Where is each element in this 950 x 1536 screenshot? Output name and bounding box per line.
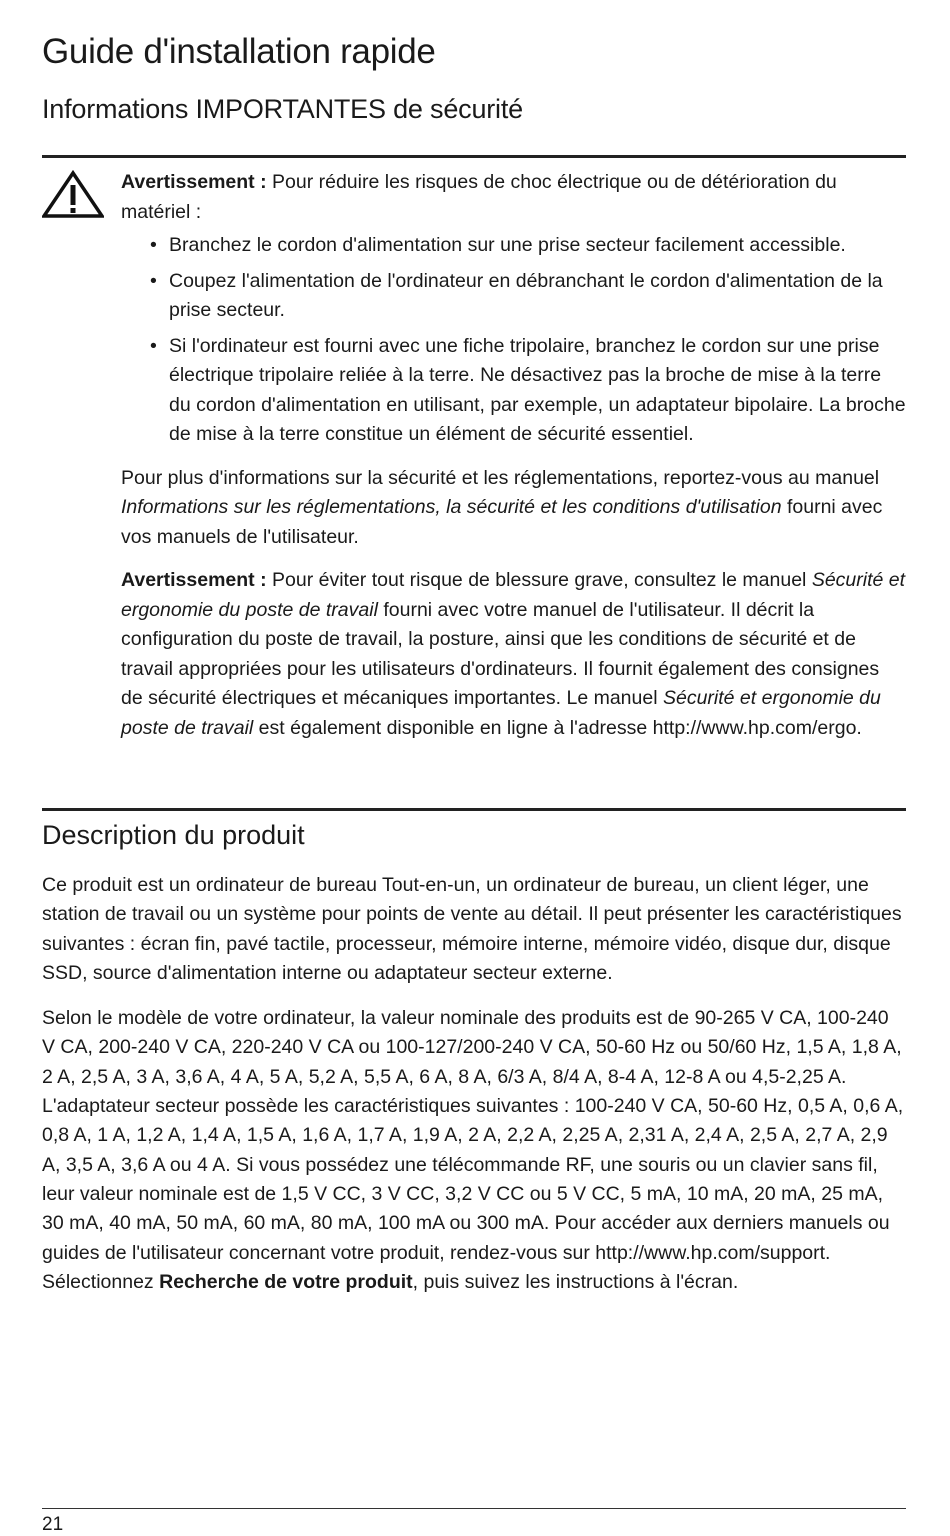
- info-text-end: fourni avec vos manuels de l'utilisateur.: [121, 496, 883, 548]
- list-item: • Branchez le cordon d'alimentation sur une prise secteur facilement accessible.: [169, 231, 906, 261]
- warning-bullet-list: [121, 231, 906, 450]
- page-number: 21: [42, 1514, 64, 1535]
- ergonomics-warning-paragraph: [121, 566, 906, 743]
- ergonomics-manual-title: Sécurité et ergonomie du poste de travail: [121, 569, 906, 621]
- ratings-text: Selon le modèle de votre ordinateur, la valeur nominale des produits est de 90-265 V CA, 100-240 V CA, 200-240 V CA, 220-240 V CA ou 100-127/200-240 V CA, 50-60 Hz ou 50/60 Hz, 1,5 A, 1,8 A, 2 A, 2,5 A, 3 A, 3,6 A, 4 A, 5 A, 5,2 A, 5,5 A, 6 A, 8 A, 6/3 A, 8/4 A, 8-4 A, 12-8 A ou 4,5-2,25 A. L'adaptateur secteur possède les caractéristiques suivantes : 100-240 V CA, 50-60 Hz, 0,5 A, 0,6 A, 0,8 A, 1 A, 1,2 A, 1,4 A, 1,5 A, 1,6 A, 1,7 A, 1,9 A, 2 A, 2,2 A, 2,25 A, 2,31 A, 2,4 A, 2,5 A, 2,7 A, 2,9 A, 3,5 A, 3,6 A ou 4 A. Si vous possédez une télécommande RF, une souris ou un clavier sans fil, leur valeur nominale est de 1,5 V CC, 3 V CC, 3,2 V CC ou 5 V CC, 5 mA, 10 mA, 20 mA, 25 mA, 30 mA, 40 mA, 50 mA, 60 mA, 80 mA, 100 mA ou 300 mA. Pour accéder aux derniers manuels ou guides de l'utilisateur concernant votre produit, rendez-vous sur http://www.hp.com/support. Sélectionnez: [42, 1007, 904, 1293]
- warning-paragraph: [121, 168, 906, 227]
- ergonomics-text: Pour éviter tout risque de blessure grave, consultez le manuel: [266, 569, 812, 591]
- description-title: Description du produit: [42, 820, 305, 850]
- warning-label: Avertissement :: [121, 569, 267, 591]
- bottom-divider: [42, 808, 906, 811]
- warning-text: Pour réduire les risques de choc électrique ou de détérioration du matériel :: [121, 171, 837, 223]
- description-paragraph: Ce produit est un ordinateur de bureau Tout-en-un, un ordinateur de bureau, un client léger, une station de travail ou un système pour points de vente au détail. Il peut présenter les caractéristiques suivantes : écran fin, pavé tactile, processeur, mémoire interne, mémoire vidéo, disque dur, disque SSD, source d'alimentation interne ou adaptateur secteur externe.: [42, 874, 902, 984]
- ergonomics-manual-title-2: Sécurité et ergonomie du poste de travail: [121, 687, 881, 739]
- top-divider: [42, 155, 906, 158]
- description-body: [42, 871, 906, 1313]
- regulatory-manual-title: Informations sur les réglementations, la sécurité et les conditions d'utilisation: [121, 496, 782, 518]
- info-text: Pour plus d'informations sur la sécurité et les réglementations, reportez-vous au manuel: [121, 466, 880, 489]
- list-item: • Si l'ordinateur est fourni avec une fiche tripolaire, branchez le cordon sur une prise électrique tripolaire reliée à la terre. Ne désactivez pas la broche de mise à la terre du cordon d'alimentation en utilisant, par exemple, un adaptateur bipolaire. La broche de mise à la terre constitue un élément de sécurité essentiel.: [169, 332, 906, 450]
- footer-divider: [42, 1508, 906, 1509]
- warning-triangle-icon: [42, 170, 104, 218]
- section-title: Informations IMPORTANTES de sécurité: [42, 94, 523, 124]
- warning-label: Avertissement :: [121, 171, 267, 193]
- ratings-text-end: , puis suivez les instructions à l'écran.: [412, 1270, 739, 1293]
- product-search-label: Recherche de votre produit: [159, 1270, 413, 1293]
- ergonomics-text-end: est également disponible en ligne à l'adresse http://www.hp.com/ergo.: [253, 716, 862, 739]
- info-paragraph: [121, 464, 906, 553]
- page-title: Guide d'installation rapide: [42, 32, 436, 71]
- ergonomics-text-mid: fourni avec votre manuel de l'utilisateur. Il décrit la configuration du poste de travail, la posture, ainsi que les conditions de sécurité et de travail appropriées pour les utilisateurs d'ordinateurs. Il fournit également des consignes de sécurité électriques et mécaniques importantes. Le manuel: [121, 598, 880, 709]
- list-item: • Coupez l'alimentation de l'ordinateur en débranchant le cordon d'alimentation de la prise secteur.: [169, 267, 906, 326]
- safety-warning-box: [42, 168, 906, 743]
- ratings-paragraph: [42, 1004, 906, 1297]
